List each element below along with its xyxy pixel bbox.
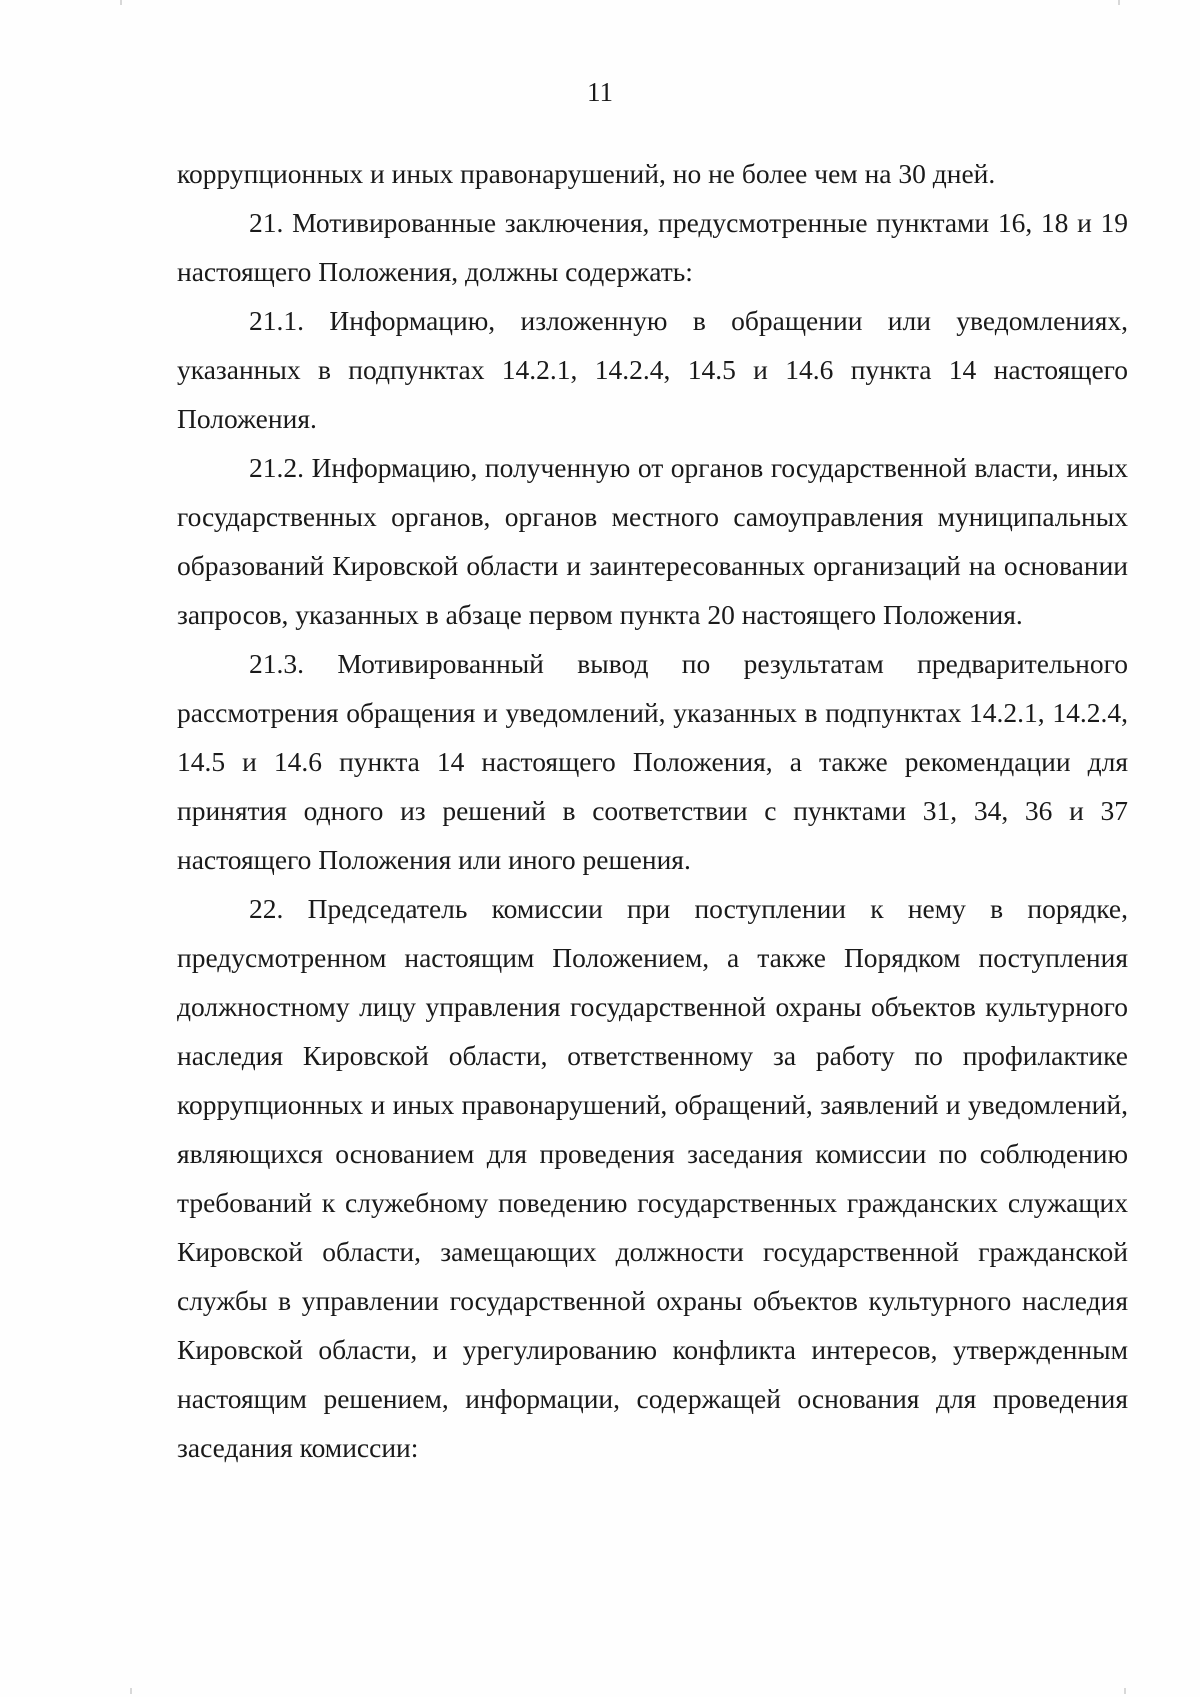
document-body [177,149,1128,1472]
scan-edge-mark-top [120,0,122,5]
paragraph-21-1: 21.1. Информацию, изложенную в обращении или уведомлениях, указанных в подпунктах 14.2.1, 14.2.4, 14.5 и 14.6 пункта 14 настоящего Положения. [177,305,1128,434]
paragraph-21: 21. Мотивированные заключения, предусмотренные пунктами 16, 18 и 19 настоящего Положения, должны содержать: [177,207,1128,287]
paragraph-22: 22. Председатель комиссии при поступлении к нему в порядке, предусмотренном настоящим Положением, а также Порядком поступления должностному лицу управления государственной охраны объектов культурного наследия Кировской области, ответственному за работу по профилактике коррупционных и иных правонарушений, обращений, заявлений и уведомлений, являющихся основанием для проведения заседания комиссии по соблюдению требований к служебному поведению государственных гражданских служащих Кировской области, замещающих должности государственной гражданской службы в управлении государственной охраны объектов культурного наследия Кировской области, и урегулированию конфликта интересов, утвержденным настоящим решением, информации, содержащей основания для проведения заседания комиссии: [177,893,1128,1463]
paragraph-21-3: 21.3. Мотивированный вывод по результатам предварительного рассмотрения обращения и уведомлений, указанных в подпунктах 14.2.1, 14.2.4, 14.5 и 14.6 пункта 14 настоящего Положения, а также рекомендации для принятия одного из решений в соответствии с пунктами 31, 34, 36 и 37 настоящего Положения или иного решения. [177,648,1128,875]
paragraph-21-2: 21.2. Информацию, полученную от органов государственной власти, иных государственных органов, органов местного самоуправления муниципальных образований Кировской области и заинтересованных организаций на основании запросов, указанных в абзаце первом пункта 20 настоящего Положения. [177,452,1128,630]
page-number: 11 [587,77,613,107]
scan-edge-mark-bottom-right [1124,1688,1126,1694]
scan-edge-mark-top-right [1118,0,1120,5]
scan-edge-mark-bottom [130,1688,132,1694]
paragraph-continuation: коррупционных и иных правонарушений, но не более чем на 30 дней. [177,158,996,189]
